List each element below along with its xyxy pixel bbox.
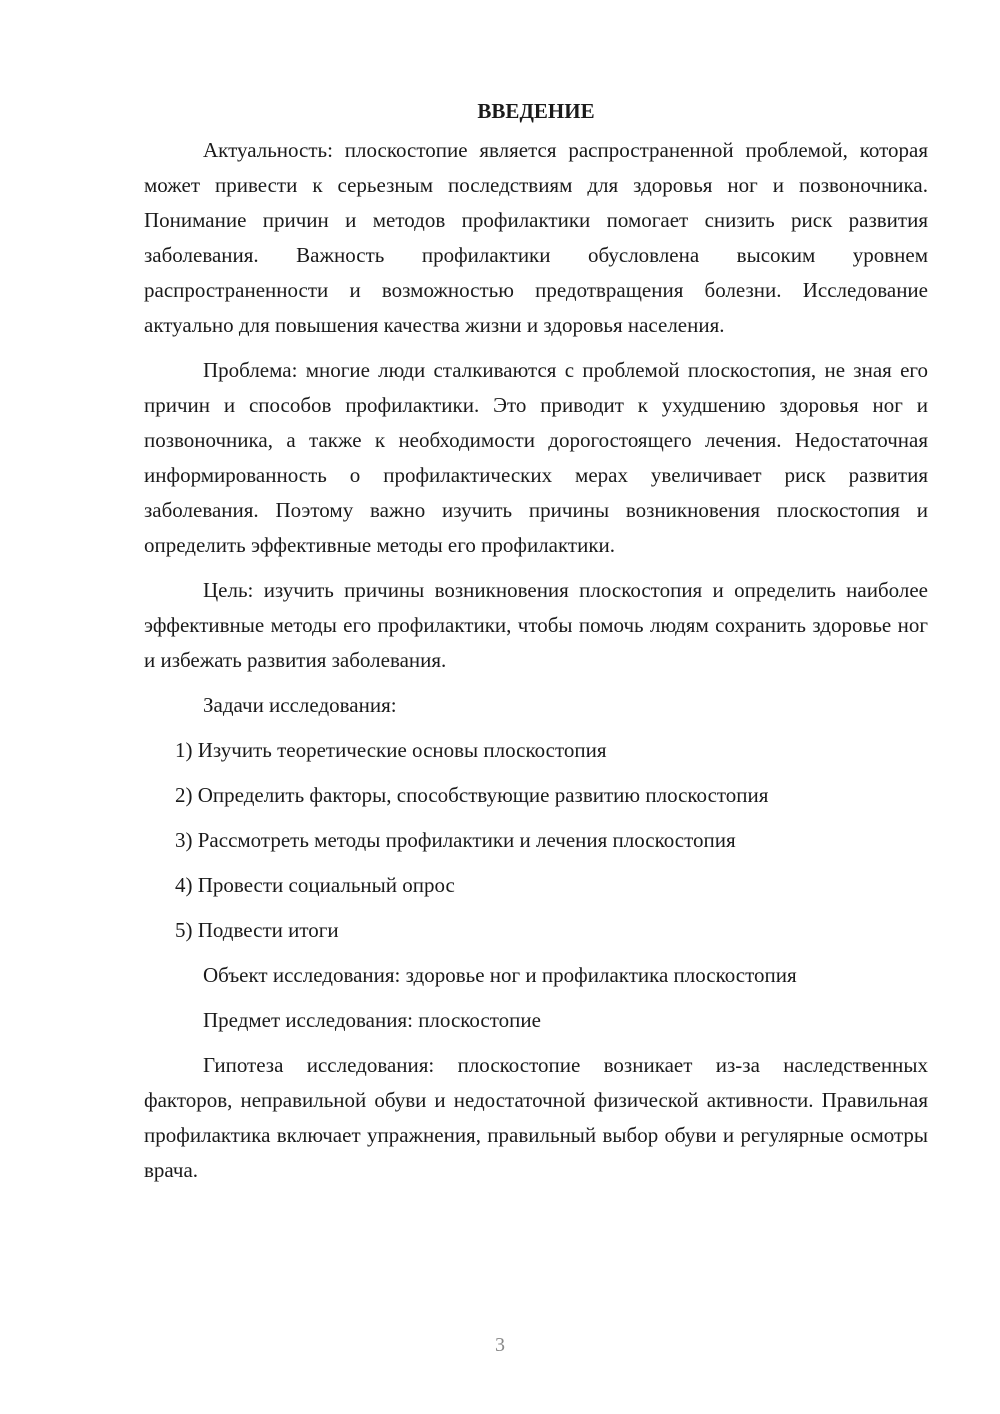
- list-item: 2) Определить факторы, способствующие развитию плоскостопия: [175, 783, 769, 807]
- page-content: [144, 93, 928, 1198]
- page-number: 3: [495, 1334, 505, 1356]
- object-paragraph: Объект исследования: здоровье ног и профилактика плоскостопия: [203, 963, 797, 987]
- goal-paragraph: Цель: изучить причины возникновения плоскостопия и определить наиболее эффективные методы его профилактики, чтобы помочь людям сохранить здоровье ног и избежать развития заболевания.: [144, 578, 928, 672]
- task-list: [144, 733, 928, 948]
- page-title: ВВЕДЕНИЕ: [477, 99, 595, 123]
- relevance-paragraph: Актуальность: плоскостопие является распространенной проблемой, которая может привести к серьезным последствиям для здоровья ног и позвоночника. Понимание причин и методов профилактики помогает снизить риск развития заболевания. Важность профилактики обусловлена высоким уровнем распространенности и возможностью предотвращения болезни. Исследование актуально для повышения качества жизни и здоровья населения.: [144, 138, 928, 337]
- list-item: 3) Рассмотреть методы профилактики и лечения плоскостопия: [175, 828, 736, 852]
- problem-paragraph: Проблема: многие люди сталкиваются с проблемой плоскостопия, не зная его причин и способов профилактики. Это приводит к ухудшению здоровья ног и позвоночника, а также к необходимости дорогостоящего лечения. Недостаточная информированность о профилактических мерах увеличивает риск развития заболевания. Поэтому важно изучить причины возникновения плоскостопия и определить эффективные методы его профилактики.: [144, 358, 928, 557]
- hypothesis-paragraph: Гипотеза исследования: плоскостопие возникает из-за наследственных факторов, неправильной обуви и недостаточной физической активности. Правильная профилактика включает упражнения, правильный выбор обуви и регулярные осмотры врача.: [144, 1053, 928, 1182]
- list-item: 4) Провести социальный опрос: [175, 873, 455, 897]
- list-item: 1) Изучить теоретические основы плоскостопия: [175, 738, 607, 762]
- list-item: 5) Подвести итоги: [175, 918, 339, 942]
- tasks-heading: Задачи исследования:: [203, 693, 397, 717]
- subject-paragraph: Предмет исследования: плоскостопие: [203, 1008, 541, 1032]
